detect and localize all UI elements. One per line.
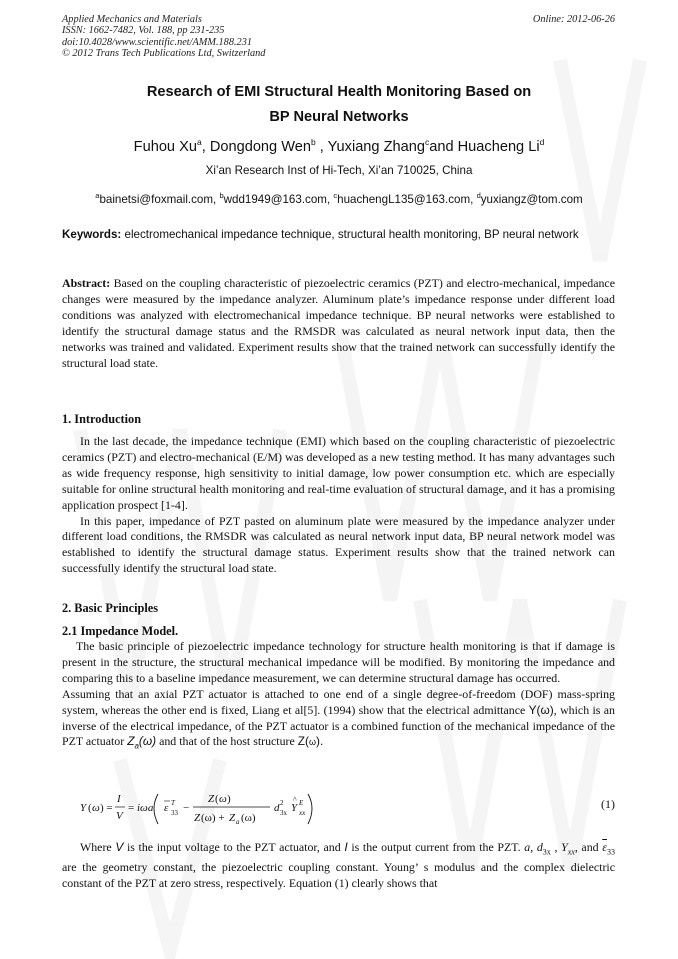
author-sup: c [424, 137, 430, 147]
journal-header [62, 14, 265, 60]
author-name: Dongdong Wen [209, 138, 311, 155]
svg-text:ω: ω [219, 793, 227, 805]
abstract-text: Based on the coupling characteristic of piezoelectric ceramics (PZT) and electro-mechanical, impedance changes were measured by the impedance analyzer. Aluminum plate’s impedance response under different load conditions was analyzed with electromechanical impedance technique. BP neural networks were established to identify the structural damage status and the RMSDR was calculated as neural network input data, then the networks was trained and validated. Experiment results show that the trained network can successfully identify the structural load state. [62, 276, 615, 370]
svg-text:^: ^ [293, 795, 297, 804]
impedance-paragraph-1: The basic principle of piezoelectric impedance technology for structure health monitoring is that if damage is present in the structure, the structural mechanical impedance will be modified. By monitoring the impedance and comparing this to a baseline impedance measurement, we can determine structural damage has occurred. [62, 639, 615, 685]
para-text: is the output current from the PZT. [351, 840, 521, 854]
journal-copyright: © 2012 Trans Tech Publications Ltd, Switzerland [62, 48, 266, 60]
email-link[interactable]: yuxiangz@tom.com [480, 192, 583, 206]
symbol-sub: 33 [606, 847, 615, 857]
impedance-model-body [62, 639, 615, 755]
author-sup: d [539, 137, 545, 147]
symbol-text: ω [309, 737, 317, 748]
svg-text:Y: Y [80, 802, 87, 814]
email-sup: c [333, 191, 338, 200]
symbol-yxx: Y [561, 840, 568, 854]
symbol-text: (ω) [138, 734, 157, 749]
symbol-sub: xx [567, 847, 575, 857]
section-heading-basic-principles: 2. Basic Principles [62, 601, 158, 615]
svg-text:) =: ) = [100, 802, 113, 814]
title-line-1: Research of EMI Structural Health Monitoring Based on [146, 84, 532, 100]
email-link[interactable]: huachengL135@163.com [337, 192, 471, 206]
author-name: Yuxiang Zhang [327, 138, 425, 155]
svg-text:(ω) +: (ω) + [201, 812, 225, 824]
svg-text:Z: Z [208, 793, 215, 805]
journal-doi: doi:10.4028/www.scientific.net/AMM.188.231 [62, 36, 252, 48]
intro-paragraph-1: In the last decade, the impedance technique (EMI) which based on the coupling characteristic of piezoelectric ceramics (PZT) and electro-mechanical (E/M) was developed as a new testing method. It has many advantages such as wide frequency response, high sensitivity to initial damage, low power consumption etc. which are especially suitable for online structural health monitoring and real-time evaluation of structural damage, and it has a promising application prospect [1-4]. [62, 434, 615, 512]
email-sup: a [95, 191, 100, 200]
symbol-text: Z [127, 734, 135, 749]
svg-text:iωa: iωa [137, 802, 154, 814]
svg-text:2: 2 [280, 799, 284, 807]
author-list: Fuhou Xu$^a$, Dongdong Wen$^b$ , Yuxiang Zhang$^c$and Huacheng Li$^d$ [133, 137, 545, 155]
svg-text:−: − [183, 802, 190, 814]
svg-text:V: V [116, 810, 123, 822]
svg-text:ω: ω [92, 802, 100, 814]
author-name: Huacheng Li [457, 138, 540, 155]
symbol-admittance: Y(ω) [528, 702, 554, 717]
svg-text:33: 33 [171, 809, 178, 817]
symbol-text: Z( [297, 734, 310, 749]
svg-text:(: ( [215, 793, 219, 805]
author-sup: b [310, 137, 316, 147]
para-text: is the input voltage to the PZT actuator, and [126, 840, 341, 854]
paper-title [0, 80, 678, 130]
svg-text:=: = [128, 802, 135, 814]
para-text: , and [574, 840, 599, 854]
symbol-i: I [344, 840, 348, 854]
impedance-paragraph-2 [62, 687, 615, 755]
svg-text:Y: Y [291, 802, 298, 814]
equation-1 [80, 788, 616, 828]
svg-text:(ω): (ω) [241, 812, 256, 824]
introduction-body [62, 434, 615, 577]
paragraph-after-equation [62, 840, 615, 892]
email-sup: d [476, 191, 481, 200]
svg-text:): ) [227, 793, 231, 805]
svg-text:a: a [236, 818, 240, 826]
title-line-2: BP Neural Networks [269, 109, 409, 125]
svg-text:(: ( [88, 802, 92, 814]
journal-name: Applied Mechanics and Materials [62, 14, 202, 25]
subsection-heading-impedance-model: 2.1 Impedance Model. [62, 624, 179, 638]
para-text: Assuming that an axial PZT actuator is attached to one end of a single degree-of-freedom (DOF) mass-spring system, whereas the other end is fixed, Liang et al[5]. (1994) show that the electrical admittance [62, 686, 615, 717]
svg-text:T: T [171, 799, 175, 807]
svg-text:3x: 3x [280, 809, 287, 817]
author-name: Fuhou Xu [133, 138, 197, 155]
para-text: , which is an inverse of the electrical impedance, of the PZT actuator is a combined function of the mechanical impedance of the PZT actuator [62, 702, 615, 749]
email-list: $^a$bainetsi@foxmail.com, $^b$wdd1949@163.com, $^c$huachengL135@163.com, $^d$yuxiangz@tom.com [95, 191, 583, 206]
svg-text:Z: Z [194, 812, 201, 824]
svg-text:E: E [299, 799, 304, 807]
abstract-label: Abstract: [62, 276, 111, 290]
symbol-sub: a [134, 741, 139, 751]
symbol-za [127, 734, 157, 751]
paragraph-text: Where V is the input voltage to the PZT actuator, and I is the output current from the PZT. a, $d_{3x}$ , $Y_{xx}$, and $\overline{\varepsilon}_{33}$ are the geometry constant, the piezoelectric coupling constant. Young’ s modulus and the complex dielectric constant of the PZT at zero stress, respectively. Equation (1) clearly shows that [62, 840, 615, 891]
symbol-v: V [115, 840, 124, 854]
svg-text:ε: ε [164, 802, 169, 814]
affiliation: Xi’an Research Inst of Hi-Tech, Xi’an 710025, China [205, 164, 473, 177]
abstract [62, 276, 615, 371]
journal-issn: ISSN: 1662-7482, Vol. 188, pp 231-235 [62, 25, 225, 37]
svg-text:d: d [274, 802, 280, 814]
para-text: Where [80, 840, 112, 854]
intro-paragraph-2: In this paper, impedance of PZT pasted on aluminum plate were measured by the impedance analyzer under different load conditions, the RMSDR was calculated as neural network input data, BP neural network model was established to identify the structural damage status. Experiment results show that the trained network can successfully identify the structural load state. [62, 513, 615, 576]
para-text: are the geometry constant, the piezoelectric coupling constant. Young’ s modulus and the complex dielectric constant of the PZT at zero stress, respectively. Equation (1) clearly shows that [62, 860, 615, 891]
email-link[interactable]: bainetsi@foxmail.com [99, 192, 214, 206]
symbol-epsilon: $\overline{\varepsilon}$ [602, 840, 607, 854]
author-sup: a [196, 137, 202, 147]
keywords-text: electromechanical impedance technique, structural health monitoring, BP neural network [124, 228, 579, 241]
email-link[interactable]: wdd1949@163.com [223, 192, 327, 206]
svg-text:I: I [117, 793, 121, 805]
svg-text:Z: Z [229, 812, 236, 824]
equation-number: (1) [601, 797, 615, 811]
keywords-label: Keywords: [62, 228, 122, 241]
online-date: Online: 2012-06-26 [532, 14, 615, 25]
svg-text:xx: xx [299, 809, 306, 817]
email-sup: b [219, 191, 224, 200]
symbol-z [298, 734, 324, 748]
symbol-sub: 3x [542, 847, 551, 857]
section-heading-introduction: 1. Introduction [62, 412, 142, 426]
symbol-text: ). [316, 734, 324, 749]
para-text: and that of the host structure [159, 734, 295, 749]
symbol-a-d: a, d [524, 840, 543, 854]
keywords [62, 227, 615, 243]
